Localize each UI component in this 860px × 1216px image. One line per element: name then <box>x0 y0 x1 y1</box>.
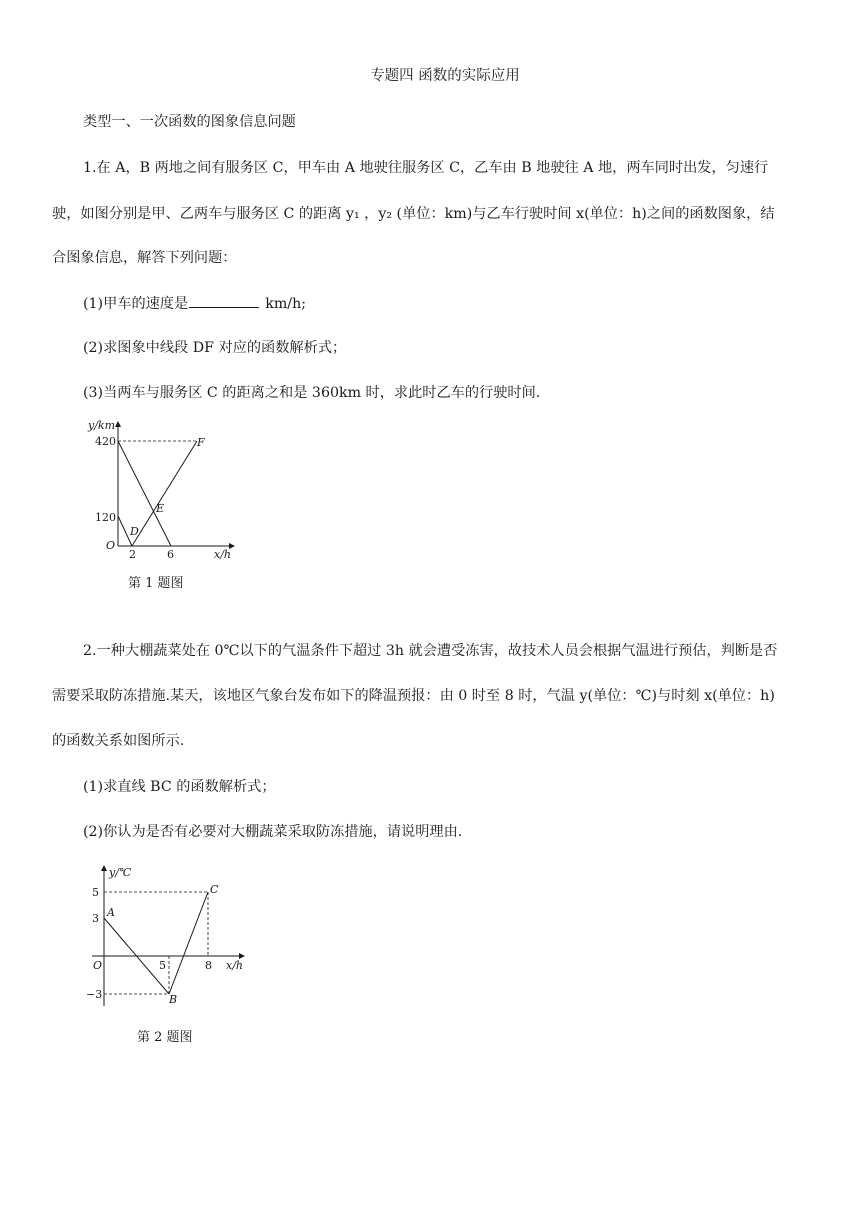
tick-3: 3 <box>92 912 99 925</box>
tick-2: 2 <box>129 548 136 561</box>
origin-label: O <box>106 539 116 552</box>
figure-1-graph <box>86 414 246 564</box>
figure-2-caption: 第 2 题图 <box>137 1030 193 1045</box>
page-title: 专题四 函数的实际应用 <box>370 68 520 84</box>
answer-blank[interactable] <box>189 293 259 308</box>
q1-stem-line-3: 合图象信息，解答下列问题： <box>52 250 237 266</box>
tick-minus3: −3 <box>86 988 103 1001</box>
tick-120: 120 <box>95 511 116 524</box>
segment-yi <box>118 441 171 546</box>
q1-stem-line-2: 驶，如图分别是甲、乙两车与服务区 C 的距离 y₁ ，y₂ (单位：km)与乙车行驶时间 x(单位：h)之间的函数图象，结 <box>52 206 775 222</box>
q2-part-1: (1)求直线 BC 的函数解析式； <box>83 779 276 795</box>
point-d-label: D <box>130 525 139 538</box>
q1-stem-line-1: 1.在 A，B 两地之间有服务区 C，甲车由 A 地驶往服务区 C，乙车由 B 地驶往 A 地，两车同时出发，匀速行 <box>83 160 769 176</box>
tick-420: 420 <box>95 435 116 448</box>
q2-stem-line-3: 的函数关系如图所示. <box>52 733 185 749</box>
point-b-label: B <box>169 993 178 1006</box>
figure-2 <box>84 860 254 1014</box>
q1-part-3: (3)当两车与服务区 C 的距离之和是 360km 时，求此时乙车的行驶时间. <box>83 385 541 401</box>
figure-1-caption: 第 1 题图 <box>128 576 184 591</box>
q1-part-2: (2)求图象中线段 DF 对应的函数解析式； <box>83 340 347 356</box>
x-axis-label: x/h <box>214 548 231 561</box>
q1-part-1-prefix: (1)甲车的速度是 <box>83 296 189 312</box>
y-axis-label: y/km <box>88 419 116 432</box>
section-heading: 类型一、一次函数的图象信息问题 <box>83 114 296 130</box>
point-c-label: C <box>210 883 219 896</box>
x-axis-label: x/h <box>226 959 243 972</box>
y-axis-label: y/℃ <box>109 866 132 879</box>
q1-part-1-unit: km/h; <box>265 296 306 312</box>
segment-bc <box>169 892 208 994</box>
tick-5: 5 <box>92 886 99 899</box>
figure-1 <box>86 414 246 568</box>
q2-stem-line-2: 需要采取防冻措施.某天，该地区气象台发布如下的降温预报：由 0 时至 8 时，气温 y(单位：℃)与时刻 x(单位：h) <box>52 688 775 704</box>
point-a-label: A <box>107 906 115 919</box>
tick-x8: 8 <box>205 959 212 972</box>
q2-part-2: (2)你认为是否有必要对大棚蔬菜采取防冻措施，请说明理由. <box>83 824 463 840</box>
point-f-label: F <box>197 436 205 449</box>
tick-x5: 5 <box>159 959 166 972</box>
q2-stem-line-1: 2.一种大棚蔬菜处在 0℃以下的气温条件下超过 3h 就会遭受冻害，故技术人员会根据气温进行预估，判断是否 <box>83 643 778 659</box>
figure-2-graph <box>84 860 254 1010</box>
q1-part-1 <box>83 293 306 314</box>
tick-6: 6 <box>167 548 174 561</box>
segment-df <box>132 441 197 546</box>
origin-label: O <box>93 959 103 972</box>
point-e-label: E <box>156 502 165 515</box>
